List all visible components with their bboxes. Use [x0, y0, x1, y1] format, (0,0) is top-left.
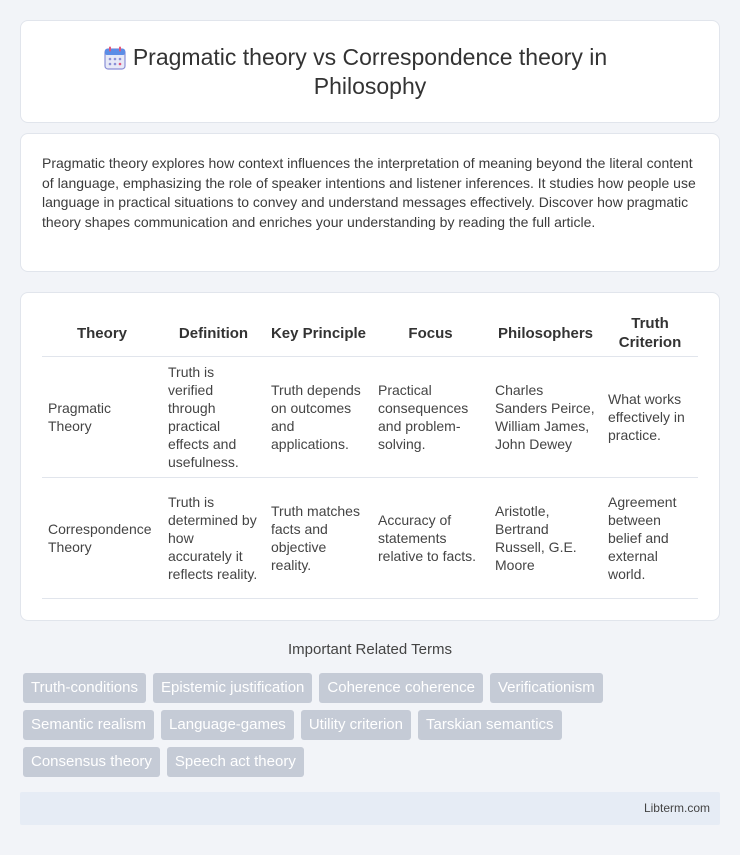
- related-term-tag[interactable]: Coherence coherence: [319, 673, 483, 703]
- related-term-tag[interactable]: Semantic realism: [23, 710, 154, 740]
- related-term-tag[interactable]: Consensus theory: [23, 747, 160, 777]
- related-term-tag[interactable]: Language-games: [161, 710, 294, 740]
- table-cell: Correspondence Theory: [42, 477, 162, 598]
- table-cell: Truth matches facts and objective reality.: [265, 477, 372, 598]
- related-term-tag[interactable]: Speech act theory: [167, 747, 304, 777]
- page-title: Pragmatic theory vs Correspondence theory in Philosophy: [132, 44, 608, 99]
- related-term-tag[interactable]: Verificationism: [490, 673, 603, 703]
- table-row: [42, 356, 698, 477]
- footer-brand-link[interactable]: Libterm.com: [643, 801, 710, 815]
- column-header: Definition: [162, 311, 265, 356]
- table-cell: Truth is verified through practical effects and usefulness.: [162, 356, 265, 477]
- table-header-row: [42, 311, 698, 356]
- table-cell: What works effectively in practice.: [602, 356, 698, 477]
- footer-bar: [20, 792, 720, 825]
- table-cell: Truth depends on outcomes and applications.: [265, 356, 372, 477]
- column-header: Key Principle: [265, 311, 372, 356]
- table-cell: Practical consequences and problem-solving.: [372, 356, 489, 477]
- related-terms-list: [23, 673, 703, 777]
- table-cell: Aristotle, Bertrand Russell, G.E. Moore: [489, 477, 602, 598]
- column-header: Philosophers: [489, 311, 602, 356]
- related-term-tag[interactable]: Epistemic justification: [153, 673, 312, 703]
- related-term-tag[interactable]: Utility criterion: [301, 710, 411, 740]
- table-cell: Charles Sanders Peirce, William James, John Dewey: [489, 356, 602, 477]
- comparison-table: [42, 311, 698, 599]
- column-header: Theory: [42, 311, 162, 356]
- table-cell: Pragmatic Theory: [42, 356, 162, 477]
- summary-text: Pragmatic theory explores how context influences the interpretation of meaning beyond the literal content of language, emphasizing the role of speaker intentions and listener inferences. It studies how people use language in practical situations to convey and understand messages effectively. Discover how pragmatic theory shapes communication and enriches your understanding by reading the full article.: [42, 155, 696, 230]
- title-card: [20, 20, 720, 123]
- summary-card: [20, 133, 720, 272]
- related-term-tag[interactable]: Tarskian semantics: [418, 710, 562, 740]
- table-cell: Agreement between belief and external world.: [602, 477, 698, 598]
- table-row: [42, 477, 698, 598]
- related-terms-heading: Important Related Terms: [288, 641, 452, 658]
- column-header: Focus: [372, 311, 489, 356]
- column-header: Truth Criterion: [602, 311, 698, 356]
- table-cell: Accuracy of statements relative to facts.: [372, 477, 489, 598]
- comparison-table-card: [20, 292, 720, 621]
- table-cell: Truth is determined by how accurately it reflects reality.: [162, 477, 265, 598]
- related-term-tag[interactable]: Truth-conditions: [23, 673, 146, 703]
